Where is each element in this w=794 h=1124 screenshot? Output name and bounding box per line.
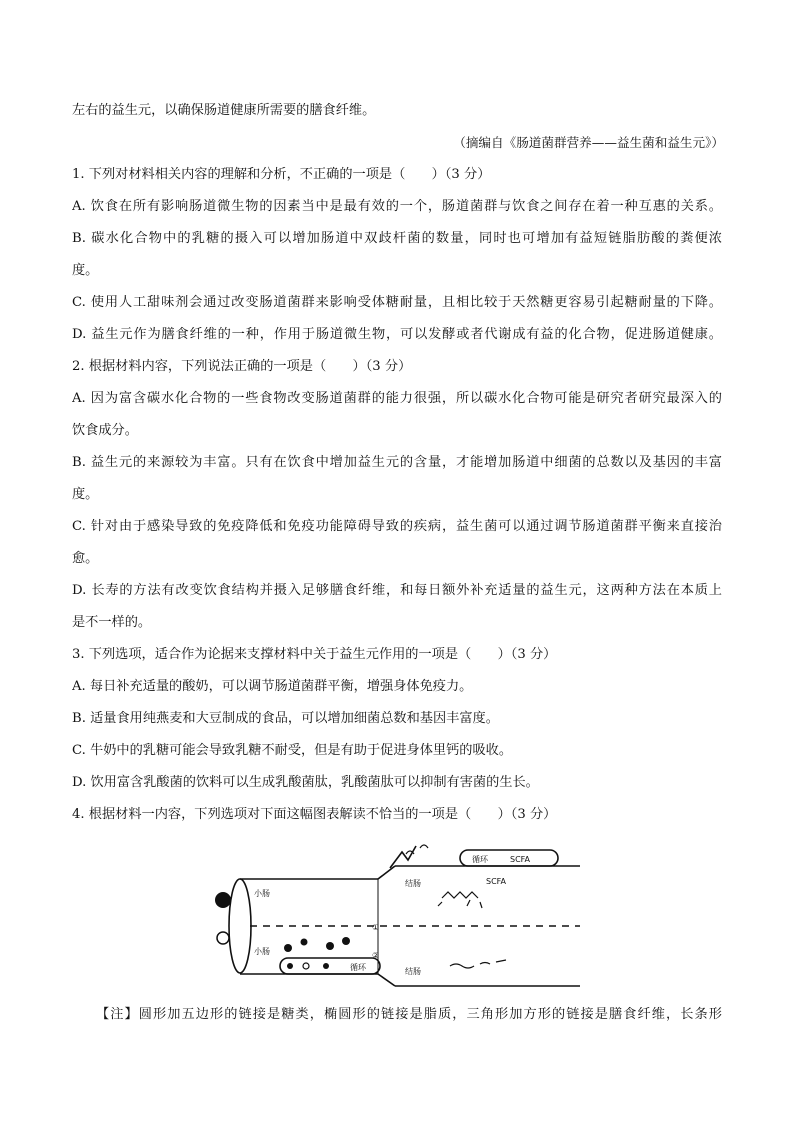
question-2-option-b: B. 益生元的来源较为丰富。只有在饮食中增加益生元的含量，才能增加肠道中细菌的总数以及基因的丰富: [72, 455, 722, 470]
question-3-option-b: B. 适量食用纯燕麦和大豆制成的食品，可以增加细菌总数和基因丰富度。: [72, 711, 499, 726]
question-3-option-d: D. 饮用富含乳酸菌的饮料可以生成乳酸菌肽，乳酸菌肽可以抑制有害菌的生长。: [72, 775, 539, 790]
colon-bottom-label: 结肠: [405, 967, 421, 976]
branch-line: [390, 846, 416, 868]
marker-2-label: ②: [372, 951, 380, 960]
scfa-label-a: SCFA: [510, 855, 531, 864]
branch-bacteria-icon: [406, 845, 428, 854]
molecule-icon: [301, 939, 308, 946]
question-2-option-d-cont: 是不一样的。: [72, 615, 152, 630]
molecule-icon: [284, 944, 292, 952]
fragment-icon: [438, 900, 482, 908]
fiber-chain-icon: [442, 892, 478, 898]
intro-tail: 左右的益生元，以确保肠道健康所需要的膳食纤维。: [72, 103, 376, 118]
question-2-stem: 2. 根据材料内容，下列说法正确的一项是（ ）（3 分）: [72, 359, 412, 374]
question-1-option-d: D. 益生元作为膳食纤维的一种，作用于肠道微生物，可以发酵或者代谢成有益的化合物，促进肠道健康。: [72, 327, 722, 342]
question-1-option-c: C. 使用人工甜味剂会通过改变肠道菌群来影响受体糖耐量，且相比较于天然糖更容易引起糖耐量的下降。: [72, 295, 722, 310]
question-1-stem: 1. 下列对材料相关内容的理解和分析，不正确的一项是（ ）（3 分）: [72, 167, 491, 182]
colon-top-label: 结肠: [405, 879, 421, 888]
food-icon-bottom: [217, 932, 229, 944]
small-intestine-bottom-label: 小肠: [254, 947, 270, 956]
question-3-option-c: C. 牛奶中的乳糖可能会导致乳糖不耐受，但是有助于促进身体里钙的吸收。: [72, 743, 513, 758]
question-2-option-c-cont: 愈。: [72, 551, 99, 566]
molecule-icon: [303, 963, 309, 969]
source-citation: （摘编自《肠道菌群营养——益生菌和益生元》）: [453, 135, 724, 150]
question-1-option-b: B. 碳水化合物中的乳糖的摄入可以增加肠道中双歧杆菌的数量，同时也可增加有益短链脂肪酸的粪便浓: [72, 231, 722, 246]
molecule-icon: [342, 937, 350, 945]
question-2-option-a: A. 因为富含碳水化合物的一些食物改变肠道菌群的能力很强，所以碳水化合物可能是研究者研究最深入的: [72, 391, 722, 406]
question-2-option-d: D. 长寿的方法有改变饮食结构并摄入足够膳食纤维，和每日额外补充适量的益生元，这两种方法在本质上: [72, 583, 722, 598]
question-2-option-a-cont: 饮食成分。: [72, 423, 138, 438]
fiber-fragment-icon: [450, 960, 506, 968]
scfa-label-b: SCFA: [486, 877, 507, 886]
molecule-icon: [326, 942, 334, 950]
question-1-option-a: A. 饮食在所有影响肠道微生物的因素当中是最有效的一个，肠道菌群与饮食之间存在着一种互惠的关系。: [72, 199, 722, 214]
question-1-option-b-cont: 度。: [72, 263, 99, 278]
figure-note: 【注】圆形加五边形的链接是糖类，椭圆形的链接是脂质，三角形加方形的链接是膳食纤维，长条形: [96, 1007, 722, 1022]
question-2-option-b-cont: 度。: [72, 487, 99, 502]
circulation-top-label: 循环: [472, 855, 488, 864]
food-icon-top: [215, 892, 231, 908]
junction-lower: [378, 974, 395, 986]
junction-upper: [378, 866, 395, 879]
molecule-icon: [323, 963, 329, 969]
question-4-stem: 4. 根据材料一内容，下列选项对下面这幅图表解读不恰当的一项是（ ）（3 分）: [72, 807, 557, 822]
small-intestine-opening: [229, 879, 251, 973]
question-3-stem: 3. 下列选项，适合作为论据来支撑材料中关于益生元作用的一项是（ ）（3 分）: [72, 647, 557, 662]
small-intestine-top-label: 小肠: [254, 889, 270, 898]
marker-1-label: ①: [372, 923, 380, 932]
question-3-option-a: A. 每日补充适量的酸奶，可以调节肠道菌群平衡，增强身体免疫力。: [72, 679, 473, 694]
question-2-option-c: C. 针对由于感染导致的免疫降低和免疫功能障碍导致的疾病，益生菌可以通过调节肠道菌群平衡来直接治: [72, 519, 722, 534]
circulation-bottom-label: 循环: [350, 963, 366, 972]
molecule-icon: [287, 963, 293, 969]
gut-microbiota-diagram: [210, 838, 588, 988]
